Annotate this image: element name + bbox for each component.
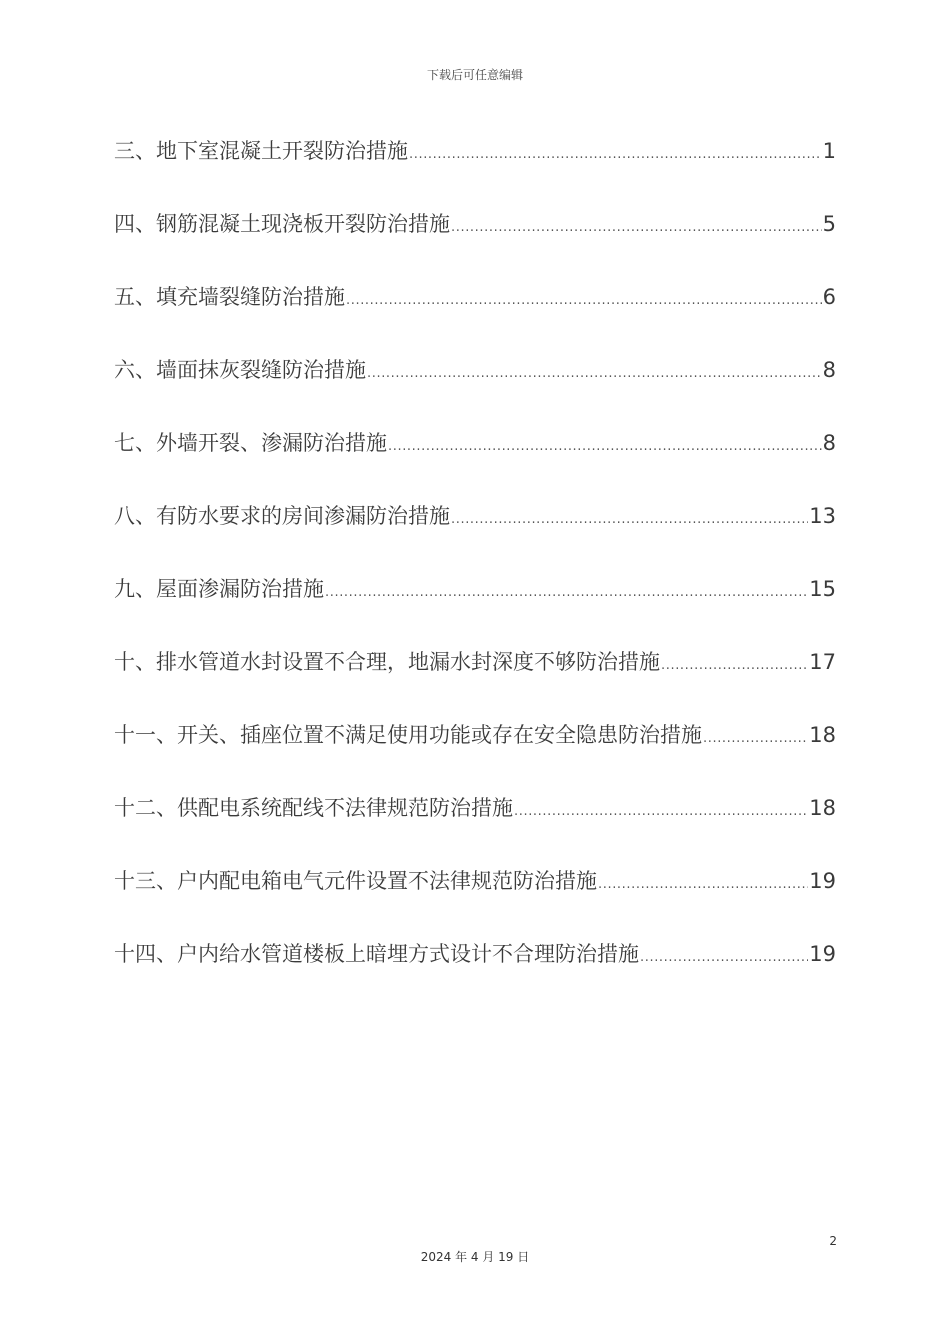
- toc-entry[interactable]: [114, 280, 836, 353]
- toc-entry-page: 19: [809, 869, 836, 893]
- toc-dot-leader: [514, 791, 808, 825]
- toc-entry[interactable]: [114, 645, 836, 718]
- toc-entry-title: 四、钢筋混凝土现浇板开裂防治措施: [114, 212, 450, 236]
- table-of-contents: [114, 134, 836, 1010]
- toc-entry-title: 十二、供配电系统配线不法律规范防治措施: [114, 796, 513, 820]
- toc-entry-page: 15: [809, 577, 836, 601]
- toc-entry-page: 8: [822, 431, 836, 455]
- toc-entry-page: 5: [822, 212, 836, 236]
- toc-entry[interactable]: [114, 572, 836, 645]
- toc-entry-page: 6: [822, 285, 836, 309]
- page-header: 下载后可任意编辑: [426, 68, 523, 82]
- toc-dot-leader: [451, 207, 822, 241]
- toc-entry[interactable]: [114, 207, 836, 280]
- toc-dot-leader: [451, 499, 808, 533]
- toc-entry[interactable]: [114, 353, 836, 426]
- toc-dot-leader: [388, 426, 822, 460]
- toc-entry-page: 8: [822, 358, 836, 382]
- toc-entry-page: 1: [822, 139, 836, 163]
- toc-dot-leader: [640, 937, 808, 971]
- page-number: 2: [829, 1234, 837, 1248]
- toc-entry[interactable]: [114, 134, 836, 207]
- toc-entry[interactable]: [114, 864, 836, 937]
- toc-entry-title: 九、屋面渗漏防治措施: [114, 577, 324, 601]
- toc-entry-page: 18: [809, 796, 836, 820]
- toc-entry[interactable]: [114, 426, 836, 499]
- toc-dot-leader: [325, 572, 808, 606]
- toc-entry-title: 十三、户内配电箱电气元件设置不法律规范防治措施: [114, 869, 597, 893]
- toc-dot-leader: [346, 280, 822, 314]
- toc-entry[interactable]: [114, 937, 836, 1010]
- toc-entry[interactable]: [114, 718, 836, 791]
- toc-entry-title: 十四、户内给水管道楼板上暗埋方式设计不合理防治措施: [114, 942, 639, 966]
- toc-entry-title: 六、墙面抹灰裂缝防治措施: [114, 358, 366, 382]
- toc-entry-title: 五、填充墙裂缝防治措施: [114, 285, 345, 309]
- toc-dot-leader: [409, 134, 822, 168]
- toc-entry-page: 17: [809, 650, 836, 674]
- toc-dot-leader: [661, 645, 808, 679]
- toc-entry-title: 十一、开关、插座位置不满足使用功能或存在安全隐患防治措施: [114, 723, 702, 747]
- toc-entry-title: 八、有防水要求的房间渗漏防治措施: [114, 504, 450, 528]
- toc-entry-page: 19: [809, 942, 836, 966]
- toc-entry-page: 18: [809, 723, 836, 747]
- toc-entry[interactable]: [114, 791, 836, 864]
- toc-dot-leader: [367, 353, 822, 387]
- toc-entry[interactable]: [114, 499, 836, 572]
- footer-date: 2024 年 4 月 19 日: [420, 1250, 530, 1264]
- toc-entry-title: 十、排水管道水封设置不合理，地漏水封深度不够防治措施: [114, 650, 660, 674]
- toc-entry-page: 13: [809, 504, 836, 528]
- toc-dot-leader: [703, 718, 808, 752]
- toc-entry-title: 三、地下室混凝土开裂防治措施: [114, 139, 408, 163]
- toc-dot-leader: [598, 864, 808, 898]
- toc-entry-title: 七、外墙开裂、渗漏防治措施: [114, 431, 387, 455]
